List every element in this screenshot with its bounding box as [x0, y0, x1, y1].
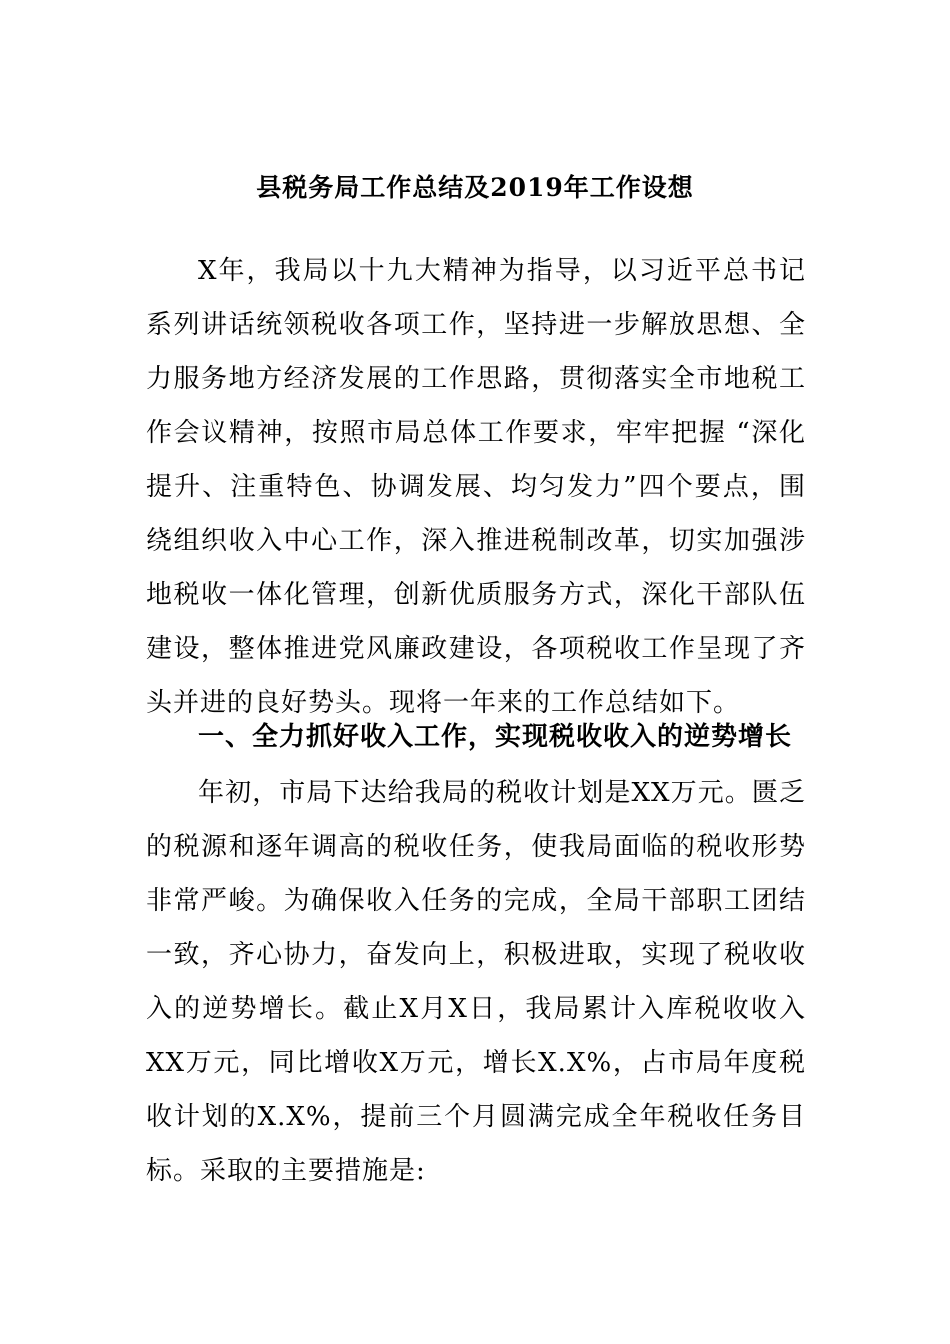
section-paragraph: 年初，市局下达给我局的税收计划是XX万元。匮乏的税源和逐年调高的税收任务，使我局面临的税收形势非常严峻。为确保收入任务的完成，全局干部职工团结一致，齐心协力，奋发向上，积极进取，实现了税收收入的逆势增长。截止X月X日，我局累计入库税收收入XX万元，同比增收X万元，增长X.X%，占市局年度税收计划的X.X%，提前三个月圆满完成全年税收任务目标。采取的主要措施是: — [146, 778, 806, 1186]
section-heading: 一、全力抓好收入工作，实现税收收入的逆势增长 — [198, 722, 793, 752]
document-title: 县税务局工作总结及2019年工作设想 — [256, 173, 694, 202]
intro-paragraph: X年，我局以十九大精神为指导，以习近平总书记系列讲话统领税收各项工作，坚持进一步解放思想、全力服务地方经济发展的工作思路，贯彻落实全市地税工作会议精神，按照市局总体工作要求，牢牢把握 “深化提升、注重特色、协调发展、均匀发力”四个要点，围绕组织收入中心工作，深入推进税制改革，切实加强涉地税收一体化管理，创新优质服务方式，深化干部队伍建设，整体推进党风廉政建设，各项税收工作呈现了齐头并进的良好势头。现将一年来的工作总结如下。 — [146, 256, 806, 718]
